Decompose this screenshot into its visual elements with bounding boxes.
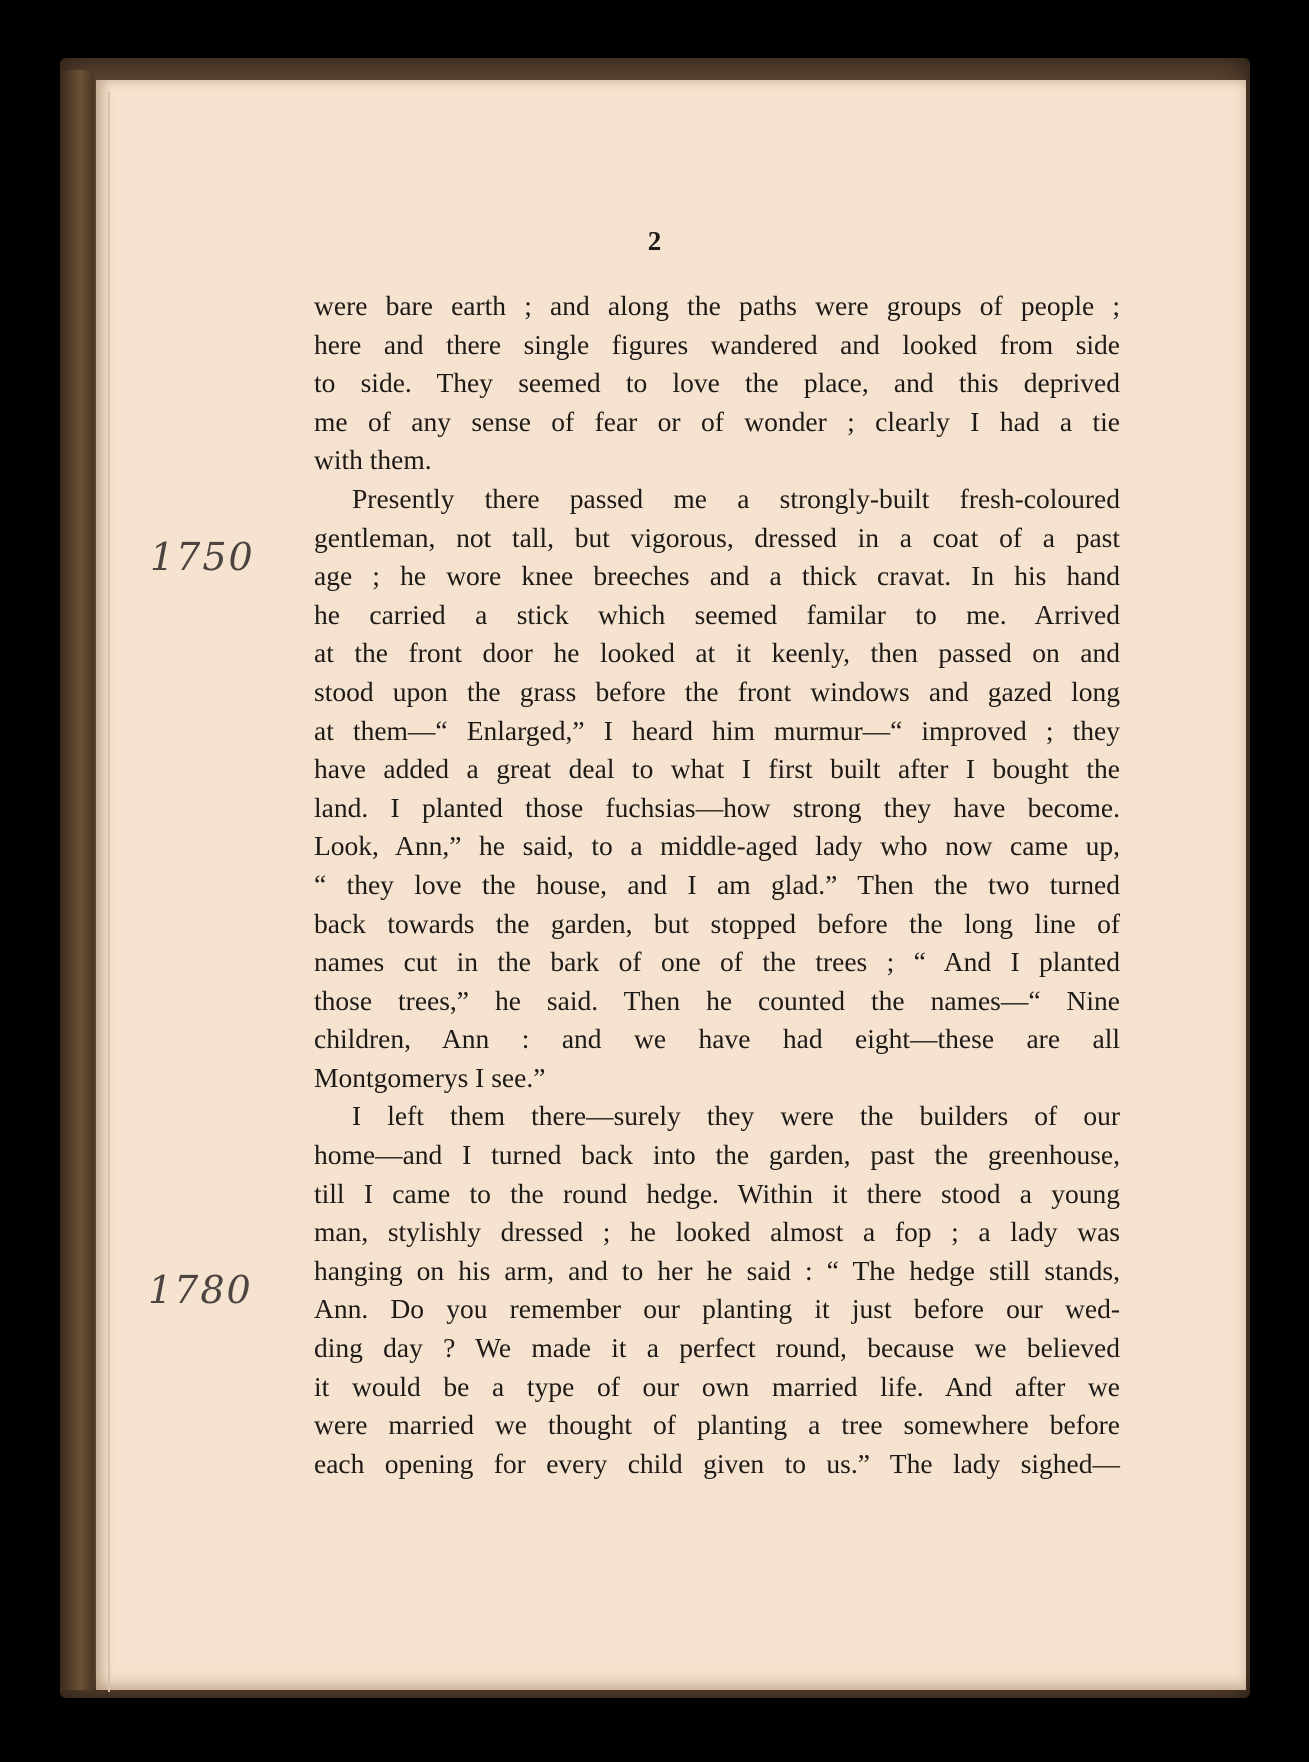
text-line: back towards the garden, but stopped before the long line of <box>314 907 1120 939</box>
text-line: home—and I turned back into the garden, past the greenhouse, <box>314 1139 1120 1171</box>
text-line: to side. They seemed to love the place, and this deprived <box>314 367 1120 399</box>
text-line: at the front door he looked at it keenly, then passed on and <box>314 637 1120 669</box>
text-line: have added a great deal to what I first built after I bought the <box>314 753 1120 785</box>
text-line: those trees,” he said. Then he counted the names—“ Nine <box>314 984 1120 1016</box>
text-line: Ann. Do you remember our planting it just before our wed- <box>314 1293 1120 1325</box>
text-line: he carried a stick which seemed familar to me. Arrived <box>314 598 1120 630</box>
text-line: Look, Ann,” he said, to a middle-aged lady who now came up, <box>314 830 1120 862</box>
margin-note-1780: 1780 <box>148 1268 253 1312</box>
margin-note-1750: 1750 <box>150 535 255 579</box>
page-edge-line <box>108 92 110 1692</box>
text-line: till I came to the round hedge. Within it there stood a young <box>314 1177 1120 1209</box>
text-line: Montgomerys I see.” <box>314 1061 546 1093</box>
text-line: ding day ? We made it a perfect round, because we believed <box>314 1332 1120 1364</box>
text-line: land. I planted those fuchsias—how strong they have become. <box>314 791 1120 823</box>
text-line: were bare earth ; and along the paths were groups of people ; <box>314 290 1120 321</box>
text-line: Presently there passed me a strongly-built fresh-coloured <box>352 482 1120 514</box>
text-line: each opening for every child given to us.” The lady sighed— <box>314 1447 1120 1479</box>
text-line: children, Ann : and we have had eight—these are all <box>314 1023 1120 1055</box>
text-line: with them. <box>314 444 432 476</box>
text-line: here and there single figures wandered and looked from side <box>314 328 1120 360</box>
book-spine-edge <box>60 70 94 1690</box>
body-text <box>314 287 1120 1483</box>
page-number: 2 <box>647 226 662 256</box>
text-line: it would be a type of our own married life. And after we <box>314 1370 1120 1402</box>
text-line: me of any sense of fear or of wonder ; clearly I had a tie <box>314 405 1120 437</box>
text-line: names cut in the bark of one of the trees ; “ And I planted <box>314 946 1120 978</box>
text-line: man, stylishly dressed ; he looked almost a fop ; a lady was <box>314 1216 1120 1248</box>
text-line: I left them there—surely they were the builders of our <box>352 1100 1120 1132</box>
text-line: gentleman, not tall, but vigorous, dressed in a coat of a past <box>314 521 1120 553</box>
text-line: stood upon the grass before the front windows and gazed long <box>314 675 1120 707</box>
text-line: “ they love the house, and I am glad.” Then the two turned <box>314 868 1120 900</box>
text-line: were married we thought of planting a tree somewhere before <box>314 1409 1120 1441</box>
text-line: age ; he wore knee breeches and a thick cravat. In his hand <box>314 560 1120 592</box>
text-line: at them—“ Enlarged,” I heard him murmur—“ improved ; they <box>314 714 1120 746</box>
text-line: hanging on his arm, and to her he said : “ The hedge still stands, <box>314 1254 1120 1286</box>
